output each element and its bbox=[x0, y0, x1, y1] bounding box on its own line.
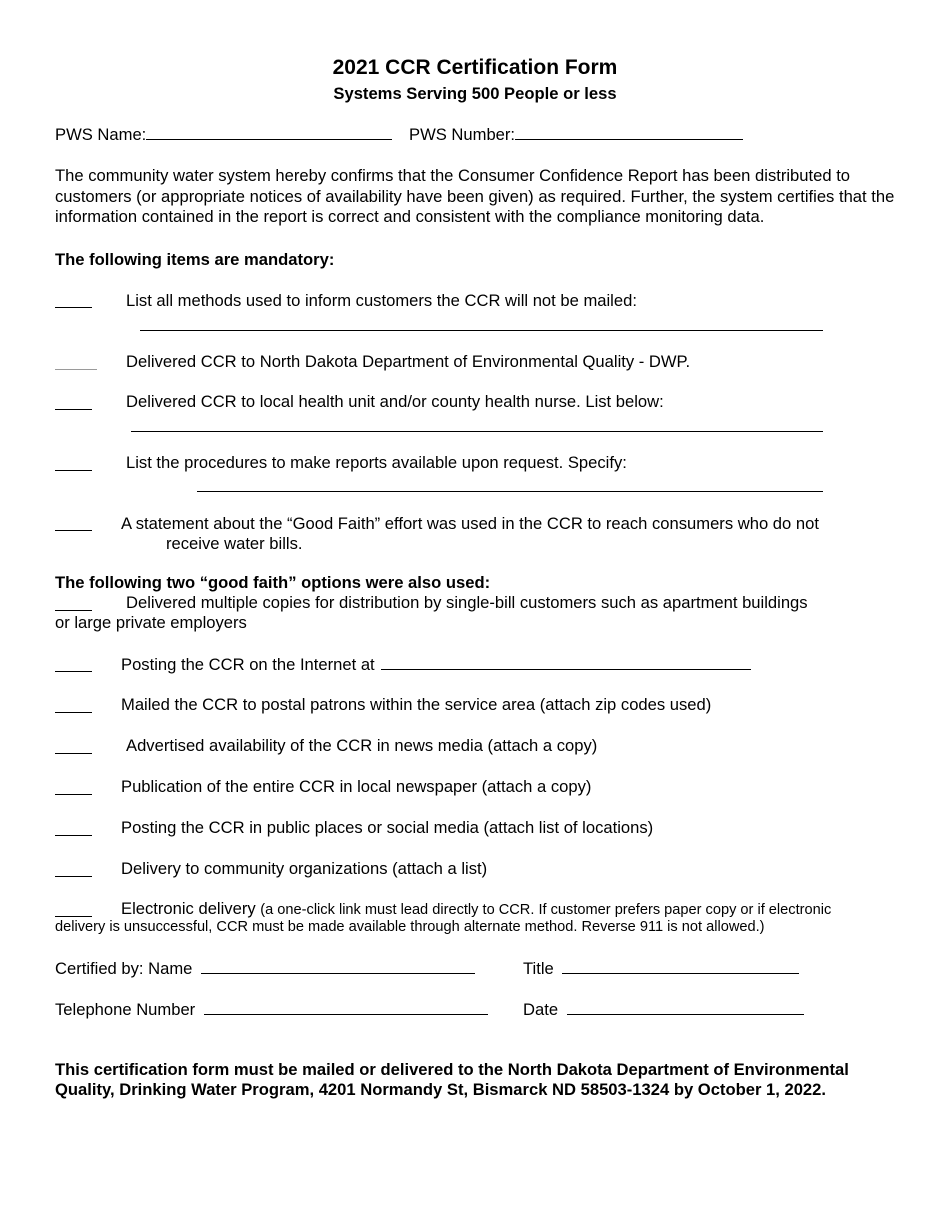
telephone-blank[interactable] bbox=[204, 999, 488, 1015]
item-internet-label: Posting the CCR on the Internet at bbox=[121, 655, 375, 674]
checkbox-blank-internet[interactable] bbox=[55, 671, 92, 672]
item-good-faith-statement: A statement about the “Good Faith” effort was used in the CCR to reach consumers who do not bbox=[121, 514, 819, 533]
item-internet bbox=[121, 654, 751, 675]
checkbox-blank-methods[interactable] bbox=[55, 307, 92, 308]
checkbox-blank-public-places[interactable] bbox=[55, 835, 92, 836]
date-field bbox=[523, 999, 804, 1020]
pws-name-blank[interactable] bbox=[146, 124, 392, 140]
footer-line-2: Quality, Drinking Water Program, 4201 Normandy St, Bismarck ND 58503-1324 by October 1, 2022. bbox=[55, 1080, 826, 1099]
form-subtitle: Systems Serving 500 People or less bbox=[333, 84, 617, 103]
checkbox-blank-advertised[interactable] bbox=[55, 753, 92, 754]
item-public-places: Posting the CCR in public places or social media (attach list of locations) bbox=[121, 818, 654, 837]
item-electronic-note-cont: delivery is unsuccessful, CCR must be made available through alternate method. Reverse 911 is not allowed.) bbox=[55, 919, 765, 935]
checkbox-blank-mailed[interactable] bbox=[55, 712, 92, 713]
good-faith-heading: The following two “good faith” options were also used: bbox=[55, 573, 491, 592]
checkbox-blank-community-orgs[interactable] bbox=[55, 876, 92, 877]
pws-number-label: PWS Number: bbox=[409, 125, 516, 144]
item-methods: List all methods used to inform customers the CCR will not be mailed: bbox=[126, 291, 637, 310]
item-ndeq: Delivered CCR to North Dakota Department of Environmental Quality - DWP. bbox=[126, 352, 691, 371]
date-label: Date bbox=[523, 1000, 559, 1019]
health-unit-answer-line[interactable] bbox=[131, 431, 823, 432]
item-advertised: Advertised availability of the CCR in news media (attach a copy) bbox=[126, 736, 598, 755]
checkbox-blank-multiple-copies[interactable] bbox=[55, 610, 92, 611]
form-title: 2021 CCR Certification Form bbox=[332, 56, 618, 79]
checkbox-blank-ndeq[interactable] bbox=[55, 369, 97, 370]
title-blank[interactable] bbox=[562, 958, 799, 974]
title-label: Title bbox=[523, 959, 554, 978]
item-electronic-label: Electronic delivery bbox=[121, 899, 256, 918]
item-community-orgs: Delivery to community organizations (attach a list) bbox=[121, 859, 488, 878]
pws-number-blank[interactable] bbox=[515, 124, 743, 140]
checkbox-blank-publication[interactable] bbox=[55, 794, 92, 795]
item-good-faith-statement-cont: receive water bills. bbox=[166, 534, 303, 553]
mandatory-heading: The following items are mandatory: bbox=[55, 250, 335, 269]
item-electronic bbox=[121, 899, 831, 919]
methods-answer-line[interactable] bbox=[140, 330, 823, 331]
item-mailed: Mailed the CCR to postal patrons within the service area (attach zip codes used) bbox=[121, 695, 712, 714]
telephone-field bbox=[55, 999, 488, 1020]
footer-line-1: This certification form must be mailed or delivered to the North Dakota Department of Environmental bbox=[55, 1060, 849, 1079]
certified-by-field bbox=[55, 958, 475, 979]
telephone-label: Telephone Number bbox=[55, 1000, 196, 1019]
checkbox-blank-health-unit[interactable] bbox=[55, 409, 92, 410]
item-electronic-note: (a one-click link must lead directly to CCR. If customer prefers paper copy or if electronic bbox=[260, 902, 832, 918]
item-procedures: List the procedures to make reports available upon request. Specify: bbox=[126, 453, 627, 472]
date-blank[interactable] bbox=[567, 999, 804, 1015]
checkbox-blank-good-faith-statement[interactable] bbox=[55, 530, 92, 531]
pws-number-field bbox=[409, 124, 743, 145]
procedures-answer-line[interactable] bbox=[197, 491, 823, 492]
item-health-unit: Delivered CCR to local health unit and/or county health nurse. List below: bbox=[126, 392, 664, 411]
internet-url-blank[interactable] bbox=[381, 654, 751, 670]
title-field bbox=[523, 958, 799, 979]
pws-name-field bbox=[55, 124, 392, 145]
pws-name-label: PWS Name: bbox=[55, 125, 147, 144]
certified-by-label: Certified by: Name bbox=[55, 959, 193, 978]
item-multiple-copies-cont: or large private employers bbox=[55, 613, 247, 632]
checkbox-blank-procedures[interactable] bbox=[55, 470, 92, 471]
certified-name-blank[interactable] bbox=[201, 958, 475, 974]
intro-paragraph: The community water system hereby confirms that the Consumer Confidence Report has been distributed to customers (or appropriate notices of availability have been given) as required. Further, the system certifies that the information contained in the report is correct and consistent with the compliance monitoring data. bbox=[55, 166, 895, 226]
item-publication: Publication of the entire CCR in local newspaper (attach a copy) bbox=[121, 777, 592, 796]
item-multiple-copies: Delivered multiple copies for distribution by single-bill customers such as apartment buildings bbox=[126, 593, 808, 612]
checkbox-blank-electronic[interactable] bbox=[55, 916, 92, 917]
